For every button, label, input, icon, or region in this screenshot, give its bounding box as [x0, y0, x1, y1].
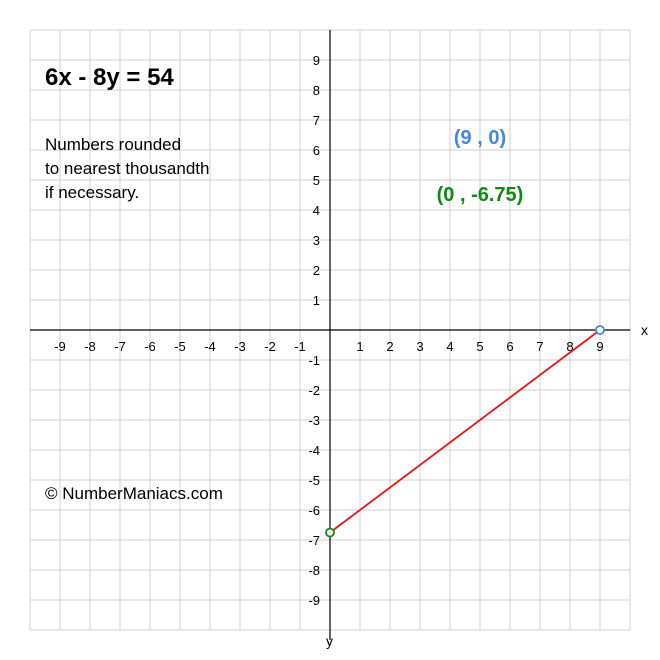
- x-tick-label: -9: [54, 339, 66, 354]
- x-tick-label: -8: [84, 339, 96, 354]
- y-tick-label: 2: [312, 263, 320, 278]
- point-label-y-intercept: (0 , -6.75): [436, 184, 524, 206]
- x-tick-label: 7: [536, 339, 544, 354]
- point-label-x-intercept: (9 , 0): [453, 127, 507, 149]
- y-tick-label: 3: [312, 233, 320, 248]
- y-tick-label: -2: [308, 383, 320, 398]
- y-intercept-point: [326, 529, 334, 537]
- y-tick-label: -6: [308, 503, 320, 518]
- y-tick-label: 4: [312, 203, 320, 218]
- y-tick-label: -9: [308, 593, 320, 608]
- y-tick-label: -5: [308, 473, 320, 488]
- note-line-2: to nearest thousandth: [45, 159, 210, 178]
- y-tick-label: 8: [312, 83, 320, 98]
- x-tick-label: 6: [506, 339, 514, 354]
- x-axis-label: x: [641, 322, 648, 338]
- y-tick-label: -3: [308, 413, 320, 428]
- note-line-1: Numbers rounded: [45, 135, 182, 154]
- x-tick-label: 9: [596, 339, 604, 354]
- x-tick-label: -7: [114, 339, 126, 354]
- y-tick-label: -1: [308, 353, 320, 368]
- x-tick-label: -5: [174, 339, 186, 354]
- x-tick-label: -1: [294, 339, 306, 354]
- x-tick-label: 5: [476, 339, 484, 354]
- x-tick-label: 3: [416, 339, 424, 354]
- y-tick-label: -4: [308, 443, 320, 458]
- x-tick-label: 8: [566, 339, 574, 354]
- y-tick-label: 7: [312, 113, 320, 128]
- x-tick-label: 1: [356, 339, 364, 354]
- y-tick-label: 1: [312, 293, 320, 308]
- x-tick-label: 2: [386, 339, 394, 354]
- x-tick-label: -2: [264, 339, 276, 354]
- y-axis-label: y: [326, 633, 333, 649]
- y-tick-label: -7: [308, 533, 320, 548]
- note-line-3: if necessary.: [45, 183, 140, 202]
- x-intercept-point: [596, 326, 604, 334]
- y-tick-label: 5: [312, 173, 320, 188]
- copyright-text: © NumberManiacs.com: [45, 484, 223, 503]
- y-tick-label: 6: [312, 143, 320, 158]
- y-tick-label: 9: [312, 53, 320, 68]
- x-tick-label: 4: [446, 339, 454, 354]
- x-tick-label: -3: [234, 339, 246, 354]
- equation-title: 6x - 8y = 54: [45, 64, 174, 91]
- x-tick-label: -6: [144, 339, 156, 354]
- y-tick-label: -8: [308, 563, 320, 578]
- series: [326, 326, 604, 537]
- x-tick-label: -4: [204, 339, 216, 354]
